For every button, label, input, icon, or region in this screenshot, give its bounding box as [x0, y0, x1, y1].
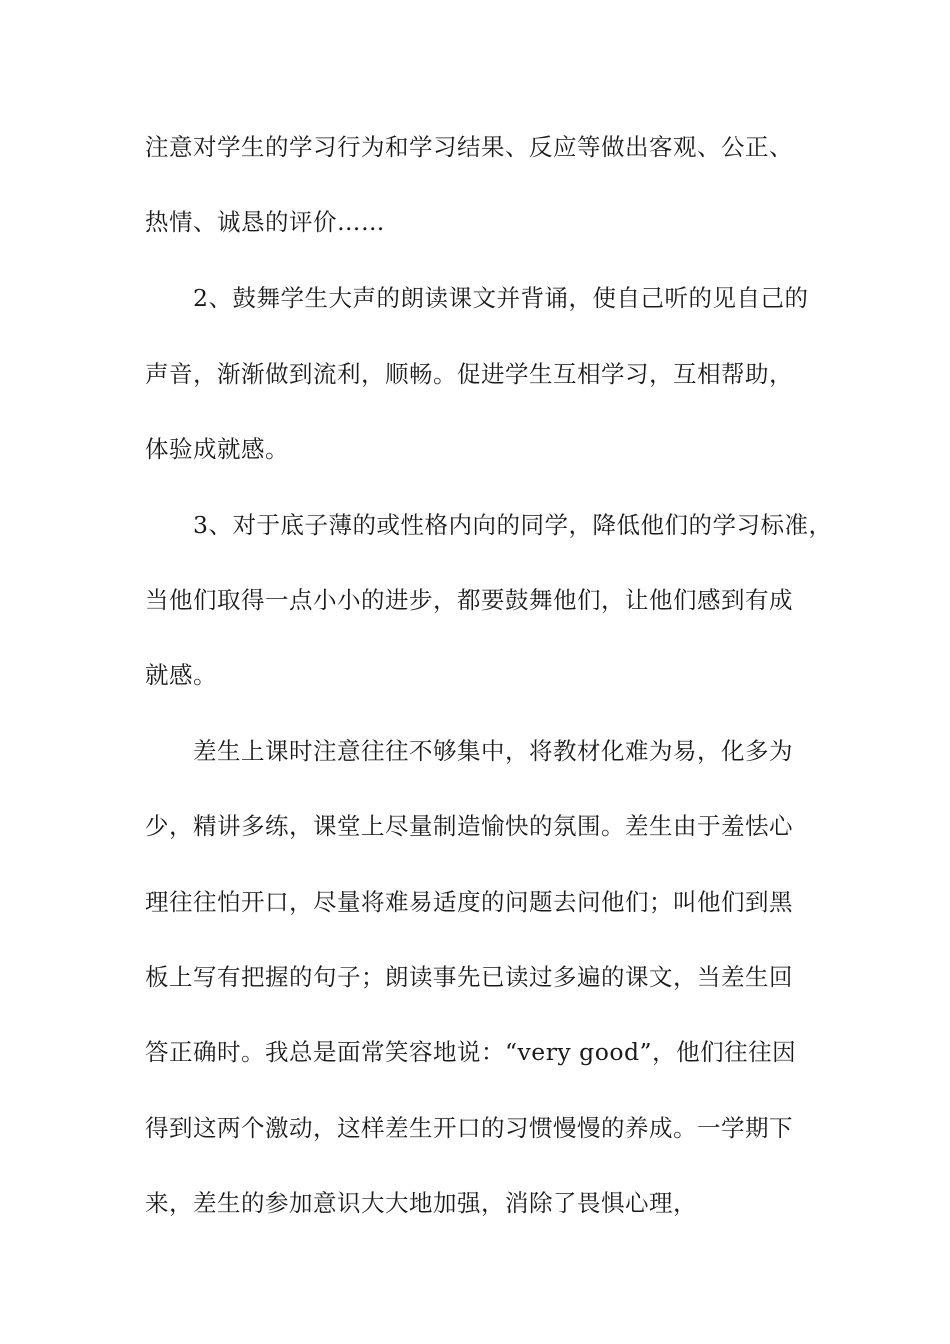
text-line: 答正确时。我总是面常笑容地说：“very good”，他们往往因	[145, 1038, 797, 1066]
text-line: 当他们取得一点小小的进步，都要鼓舞他们，让他们感到有成	[145, 586, 793, 614]
text-line: 得到这两个激动，这样差生开口的习惯慢慢的养成。一学期下	[145, 1114, 793, 1142]
text-line: 就感。	[145, 661, 217, 689]
text-line: 板上写有把握的句子；朗读事先已读过多遍的课文，当差生回	[145, 963, 793, 991]
text-line: 理往往怕开口，尽量将难易适度的问题去问他们；叫他们到黑	[145, 888, 793, 916]
paragraph-start-line: 2、鼓舞学生大声的朗读课文并背诵，使自己听的见自己的	[193, 284, 809, 312]
text-line: 来，差生的参加意识大大地加强，消除了畏惧心理，	[145, 1189, 697, 1217]
paragraph-start-line: 差生上课时注意往往不够集中，将教材化难为易，化多为	[193, 737, 793, 765]
text-line: 少，精讲多练，课堂上尽量制造愉快的氛围。差生由于羞怯心	[145, 812, 793, 840]
paragraph-start-line: 3、对于底子薄的或性格内向的同学，降低他们的学习标准，	[193, 511, 833, 539]
text-line: 热情、诚恳的评价……	[145, 208, 385, 236]
text-line: 声音，渐渐做到流利，顺畅。促进学生互相学习，互相帮助，	[145, 360, 793, 388]
text-line: 注意对学生的学习行为和学习结果、反应等做出客观、公正、	[145, 133, 793, 161]
text-line: 体验成就感。	[145, 435, 289, 463]
